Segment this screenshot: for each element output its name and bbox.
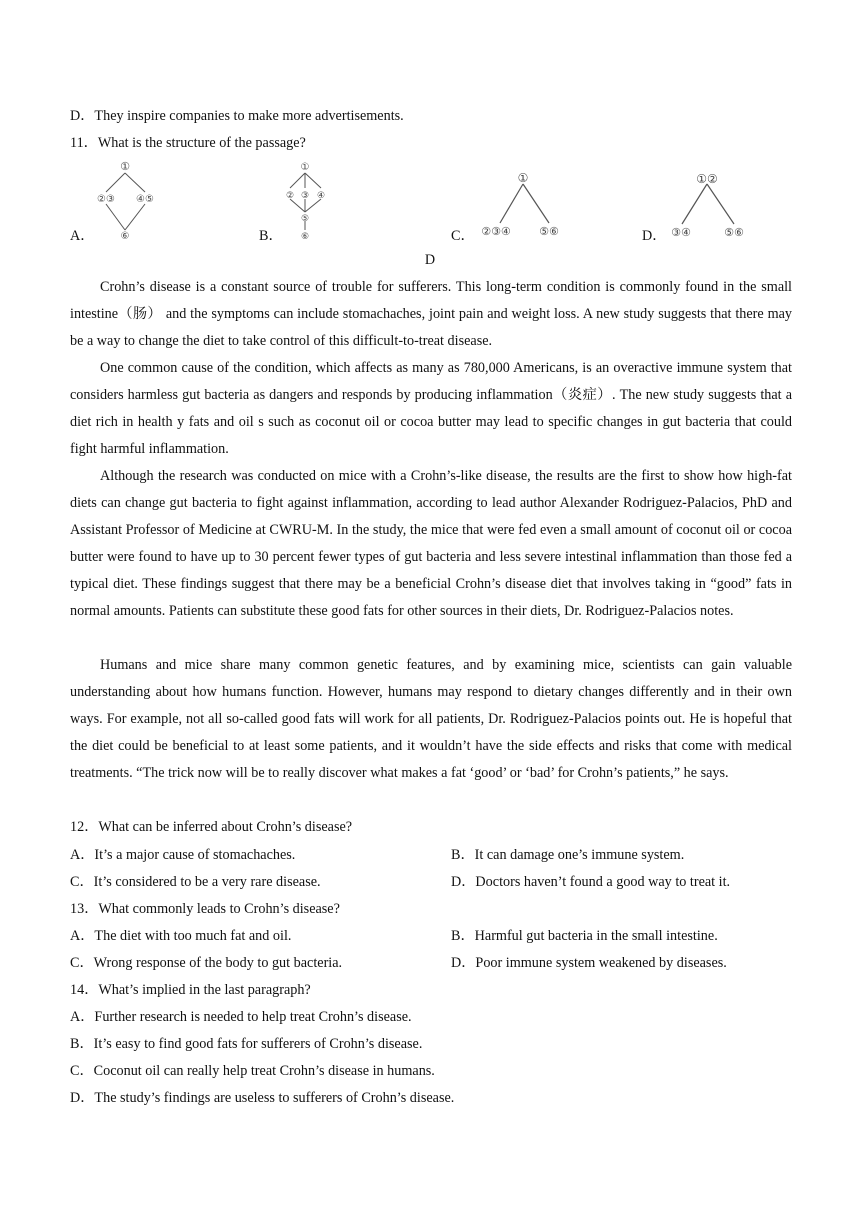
- q13-question: 13．What commonly leads to Crohn’s disease?: [70, 901, 340, 917]
- diagram-b-middle-3: ④: [316, 191, 326, 201]
- section-letter: D: [424, 252, 436, 268]
- q13-option-a[interactable]: A．The diet with too much fat and oil.: [70, 928, 292, 944]
- q12-option-b[interactable]: B．It can damage one’s immune system.: [451, 847, 685, 863]
- diagram-b-join: ⑤: [300, 214, 310, 224]
- passage-paragraph-3: Although the research was conducted on mice with a Crohn’s-like disease, the results are the first to show how high-fat diets can change gut bacteria to fight against inflammation, according to lead author Alexander Rodriguez-Palacios, PhD and Assistant Professor of Medicine at CWRU-M. In the study, the mice that were fed even a small amount of coconut oil or cocoa butter were found to have up to 30 percent fewer types of gut bacteria and less severe intestinal inflammation than those fed a typical diet. These findings suggest that there may be a beneficial Crohn’s disease diet that involves taking in “good” fats in normal amounts. Patients can substitute these good fats for other sources in their diets, Dr. Rodriguez-Palacios notes.: [70, 468, 792, 619]
- q14-option-c[interactable]: C．Coconut oil can really help treat Crohn’s disease in humans.: [70, 1063, 435, 1079]
- diagram-c-left: ②③④: [481, 225, 511, 238]
- diagram-c-top: ①: [517, 171, 529, 185]
- q11-question: 11．What is the structure of the passage?: [70, 135, 306, 151]
- q14-option-d[interactable]: D．The study’s findings are useless to sufferers of Crohn’s disease.: [70, 1090, 455, 1106]
- q11-option-a-diagram: [92, 160, 162, 242]
- diagram-c-right: ⑤⑥: [539, 225, 559, 238]
- q11-option-d-label: D．: [642, 228, 667, 244]
- diagram-a-left: ②③: [97, 194, 115, 205]
- diagram-b-top: ①: [300, 162, 310, 173]
- diagram-b-middle-1: ②: [285, 191, 295, 201]
- q12-question: 12．What can be inferred about Crohn’s disease?: [70, 819, 353, 835]
- q12-option-d[interactable]: D．Doctors haven’t found a good way to treat it.: [451, 874, 731, 890]
- q14-option-b[interactable]: B．It’s easy to find good fats for sufferers of Crohn’s disease.: [70, 1036, 423, 1052]
- diagram-a-bottom: ⑥: [120, 231, 130, 242]
- q10-option-d: D．They inspire companies to make more advertisements.: [70, 108, 404, 124]
- diagram-b-middle-2: ③: [300, 191, 310, 201]
- q11-option-d-diagram: [664, 167, 754, 241]
- q11-option-c-diagram: [474, 167, 566, 241]
- q14-question: 14．What’s implied in the last paragraph?: [70, 982, 311, 998]
- q14-option-a[interactable]: A．Further research is needed to help treat Crohn’s disease.: [70, 1009, 412, 1025]
- diagram-a-right: ④⑤: [136, 194, 154, 205]
- diagram-d-right: ⑤⑥: [724, 226, 744, 239]
- q11-option-c-label: C．: [451, 228, 475, 244]
- q13-option-d[interactable]: D．Poor immune system weakened by diseases.: [451, 955, 727, 971]
- passage-paragraph-2: One common cause of the condition, which affects as many as 780,000 Americans, is an overactive immune system that considers harmless gut bacteria as dangers and responds by producing inflammation（炎症）. The new study suggests that a diet rich in health y fats and oil s such as coconut oil or cocoa butter may lead to specific changes in gut bacteria that could fight harmful inflammation.: [70, 360, 792, 457]
- diagram-d-top: ①②: [696, 172, 718, 186]
- q13-option-b[interactable]: B．Harmful gut bacteria in the small intestine.: [451, 928, 718, 944]
- q12-option-c[interactable]: C．It’s considered to be a very rare disease.: [70, 874, 321, 890]
- q11-option-a-label: A．: [70, 228, 95, 244]
- q11-option-b-diagram: [283, 160, 327, 242]
- passage-paragraph-4: Humans and mice share many common genetic features, and by examining mice, scientists can gain valuable understanding about how humans function. However, humans may respond to dietary changes differently and in their own ways. For example, not all so-called good fats will work for all patients, Dr. Rodriguez-Palacios points out. He is hopeful that the diet could be beneficial to at least some patients, and it wouldn’t have the side effects and risks that come with medical treatments. “The trick now will be to really discover what makes a fat ‘good’ or ‘bad’ for Crohn’s patients,” he says.: [70, 657, 792, 781]
- passage-paragraph-1: Crohn’s disease is a constant source of trouble for sufferers. This long-term condition is commonly found in the small intestine（肠） and the symptoms can include stomachaches, joint pain and weight loss. A new study suggests that there may be a way to change the diet to take control of this difficult-to-treat disease.: [70, 279, 792, 349]
- diagram-a-top: ①: [120, 160, 130, 173]
- diagram-d-left: ③④: [671, 226, 691, 239]
- q12-option-a[interactable]: A．It’s a major cause of stomachaches.: [70, 847, 296, 863]
- q11-option-b-label: B．: [259, 228, 283, 244]
- q13-option-c[interactable]: C．Wrong response of the body to gut bacteria.: [70, 955, 343, 971]
- diagram-b-bottom: ⑥: [300, 232, 310, 242]
